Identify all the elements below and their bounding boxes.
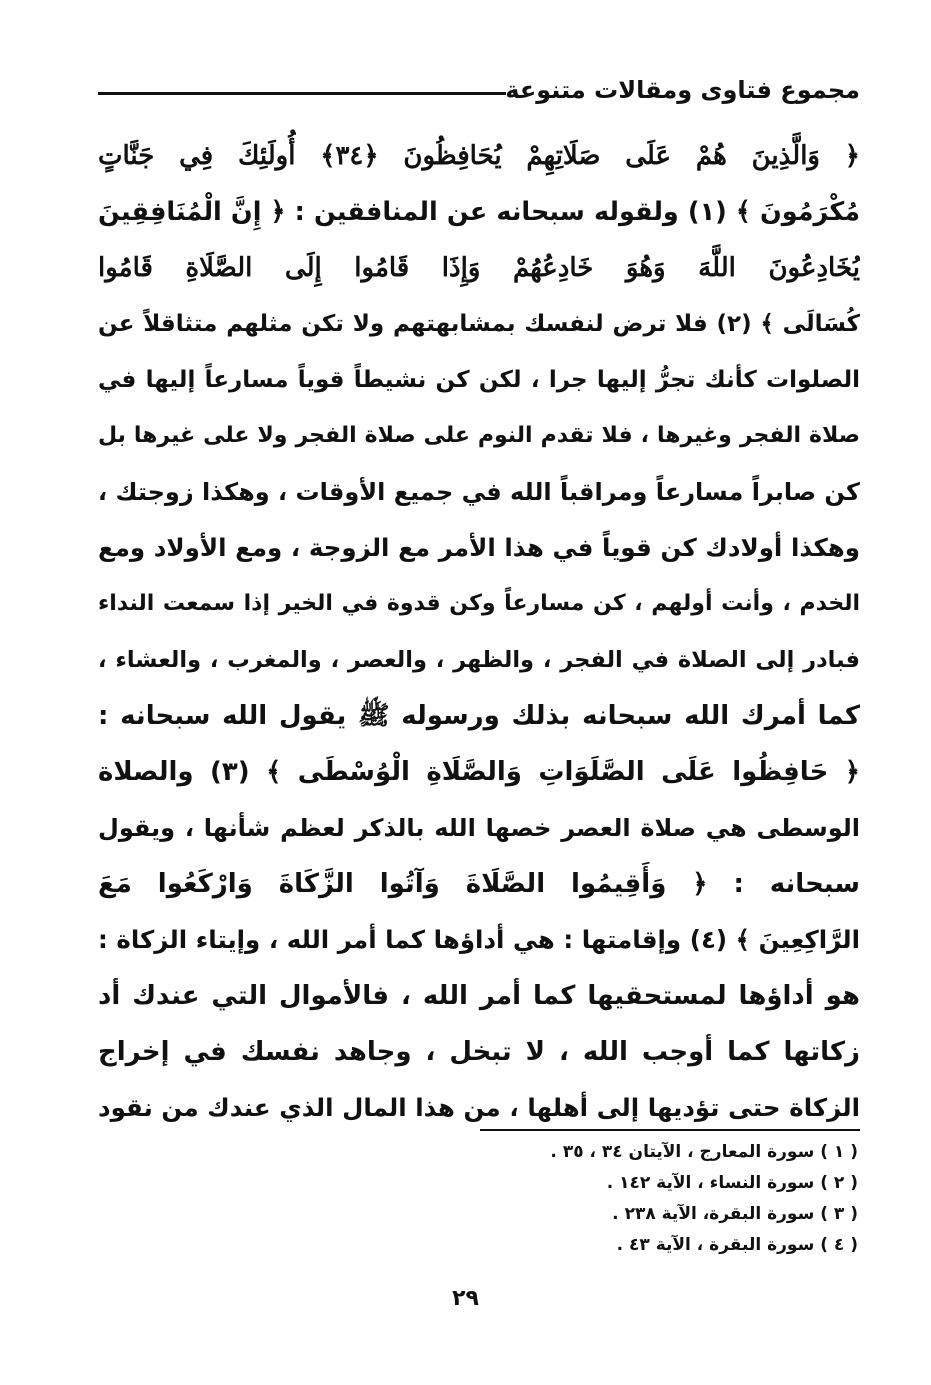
text-line: سبحانه : ﴿ وَأَقِيمُوا الصَّلَاةَ وَآتُوا الزَّكَاةَ وَارْكَعُوا مَعَ — [98, 869, 860, 899]
text-line: ﴿ وَالَّذِينَ هُمْ عَلَى صَلَاتِهِمْ يُحَافِظُونَ ﴿٣٤﴾ أُولَئِكَ فِي جَنَّاتٍ — [98, 141, 860, 171]
text-line: الوسطى هي صلاة العصر خصها الله بالذكر لعظم شأنها ، ويقول — [98, 814, 860, 842]
text-line: ﴿ حَافِظُوا عَلَى الصَّلَوَاتِ وَالصَّلَاةِ الْوُسْطَى ﴾ (٣) والصلاة — [98, 757, 860, 787]
footnote: ( ٤ ) سورة البقرة ، الآية ٤٣ . — [616, 1235, 858, 1255]
text-line: كن صابراً مسارعاً ومراقباً الله في جميع الأوقات ، وهكذا زوجتك ، — [98, 478, 860, 506]
body-text — [98, 128, 860, 1136]
footnote-rule — [480, 1129, 860, 1131]
footnote: ( ٣ ) سورة البقرة، الآية ٢٣٨ . — [612, 1204, 858, 1224]
text-line: زكاتها كما أوجب الله ، لا تبخل ، وجاهد نفسك في إخراج — [98, 1037, 860, 1067]
text-line: كُسَالَى ﴾ (٢) فلا ترض لنفسك بمشابهتهم ولا تكن مثلهم متثاقلاً عن — [98, 311, 860, 337]
footnotes — [480, 1137, 858, 1261]
text-line: الصلوات كأنك تجرُّ إليها جرا ، لكن كن نشيطاً قوياً مسارعاً إليها في — [98, 367, 860, 393]
text-line: مُكْرَمُونَ ﴾ (١) ولقوله سبحانه عن المنافقين : ﴿ إِنَّ الْمُنَافِقِينَ — [98, 197, 860, 227]
text-line: صلاة الفجر وغيرها ، فلا تقدم النوم على صلاة الفجر ولا على غيرها بل — [98, 423, 860, 448]
text-line: كما أمرك الله سبحانه بذلك ورسوله ﷺ يقول الله سبحانه : — [98, 701, 860, 731]
text-line: هو أداؤها لمستحقيها كما أمر الله ، فالأموال التي عندك أد — [98, 981, 860, 1011]
page-number: ٢٩ — [452, 1286, 479, 1311]
text-line: الخدم ، وأنت أولهم ، كن مسارعاً وكن قدوة في الخير إذا سمعت النداء — [98, 591, 860, 616]
header-rule — [98, 92, 506, 95]
book-title: مجموع فتاوى ومقالات متنوعة — [505, 76, 860, 104]
text-line: وهكذا أولادك كن قوياً في هذا الأمر مع الزوجة ، ومع الأولاد ومع — [98, 533, 860, 562]
footnote: ( ٢ ) سورة النساء ، الآية ١٤٢ . — [606, 1173, 858, 1193]
text-line: فبادر إلى الصلاة في الفجر ، والظهر ، والعصر ، والمغرب ، والعشاء ، — [98, 647, 860, 673]
footnote: ( ١ ) سورة المعارج ، الآيتان ٣٤ ، ٣٥ . — [550, 1142, 858, 1162]
text-line: يُخَادِعُونَ اللَّهَ وَهُوَ خَادِعُهُمْ وَإِذَا قَامُوا إِلَى الصَّلَاةِ قَامُوا — [98, 253, 860, 283]
text-line: الزكاة حتى تؤديها إلى أهلها ، من هذا المال الذي عندك من نقود — [98, 1093, 860, 1122]
running-header — [98, 70, 860, 110]
text-line: الرَّاكِعِينَ ﴾ (٤) وإقامتها : هي أداؤها كما أمر الله ، وإيتاء الزكاة : — [98, 925, 860, 954]
